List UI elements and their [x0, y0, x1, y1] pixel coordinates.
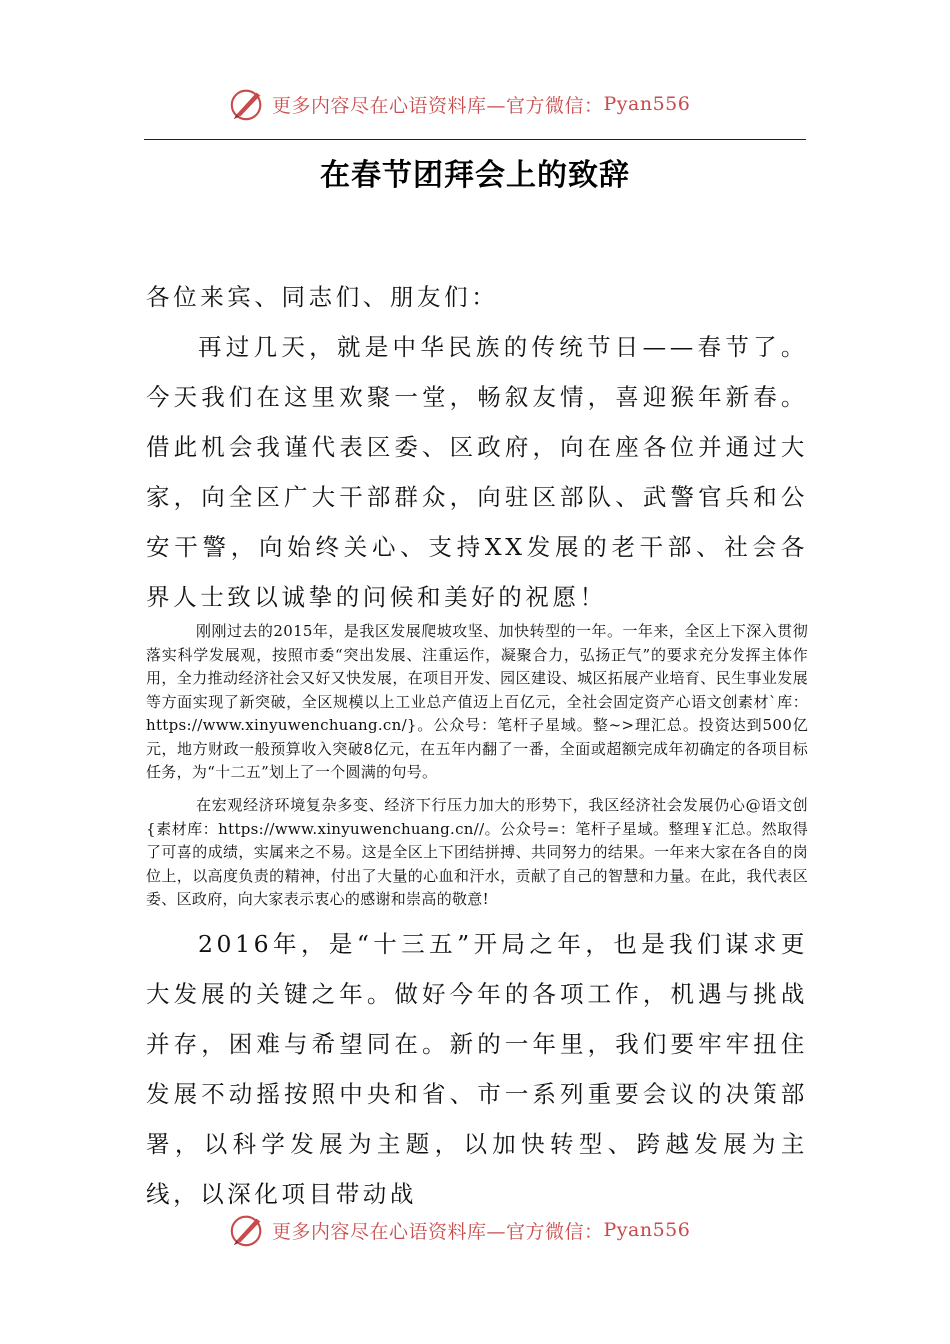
paragraph-2: 刚刚过去的2015年，是我区发展爬坡攻坚、加快转型的一年。一年来，全区上下深入贯彻落实科学发展观，按照市委“突出发展、注重运作，凝聚合力，弘扬正气”的要求充分发挥主体作用，全力推动经济社会又好又快发展，在项目开发、园区建设、城区拓展产业培育、民生事业发展等方面实现了新突破，全区规模以上工业总产值迈上百亿元，全社会固定资产心语文创素材`库：https://www.xinyuwenchuang.cn/}。公众号：笔杆子星域。整~>理汇总。投资达到500亿元，地方财政一般预算收入突破8亿元，在五年内翻了一番，全面或超额完成年初确定的各项目标任务，为“十二五”划上了一个圆满的句号。: [146, 622, 808, 781]
page-footer: [228, 1210, 748, 1250]
document-title: 在春节团拜会上的致辞: [320, 158, 630, 193]
footer-text: 更多内容尽在心语资料库—官方微信：: [272, 1220, 604, 1243]
page-header: [228, 84, 748, 124]
header-text: 更多内容尽在心语资料库—官方微信：: [272, 94, 604, 117]
salutation: 各位来宾、同志们、朋友们：: [146, 283, 499, 311]
header-wechat-id: Pyan556: [603, 93, 691, 115]
header-divider: [144, 139, 806, 140]
paragraph-1: 再过几天，就是中华民族的传统节日——春节了。今天我们在这里欢聚一堂，畅叙友情，喜迎猴年新春。借此机会我谨代表区委、区政府，向在座各位并通过大家，向全区广大干部群众，向驻区部队、武警官兵和公安干警，向始终关心、支持XX发展的老干部、社会各界人士致以诚挚的问候和美好的祝愿！: [146, 333, 808, 611]
pen-logo-icon: [228, 1211, 266, 1249]
paragraph-3: 在宏观经济环境复杂多变、经济下行压力加大的形势下，我区经济社会发展仍心@语文创{素材库：https://www.xinyuwenchuang.cn//。公众号=：笔杆子星域。整理￥汇总。然取得了可喜的成绩，实属来之不易。这是全区上下团结拼搏、共同努力的结果。一年来大家在各自的岗位上，以高度负责的精神，付出了大量的心血和汗水，贡献了自己的智慧和力量。在此，我代表区委、区政府，向大家表示衷心的感谢和崇高的敬意!: [146, 796, 808, 908]
footer-wechat-id: Pyan556: [603, 1219, 691, 1241]
pen-logo-icon: [228, 85, 266, 123]
paragraph-4: 2016年，是“十三五”开局之年，也是我们谋求更大发展的关键之年。做好今年的各项工作，机遇与挑战并存，困难与希望同在。新的一年里，我们要牢牢扭住发展不动摇按照中央和省、市一系列重要会议的决策部署，以科学发展为主题，以加快转型、跨越发展为主线，以深化项目带动战: [146, 930, 808, 1208]
